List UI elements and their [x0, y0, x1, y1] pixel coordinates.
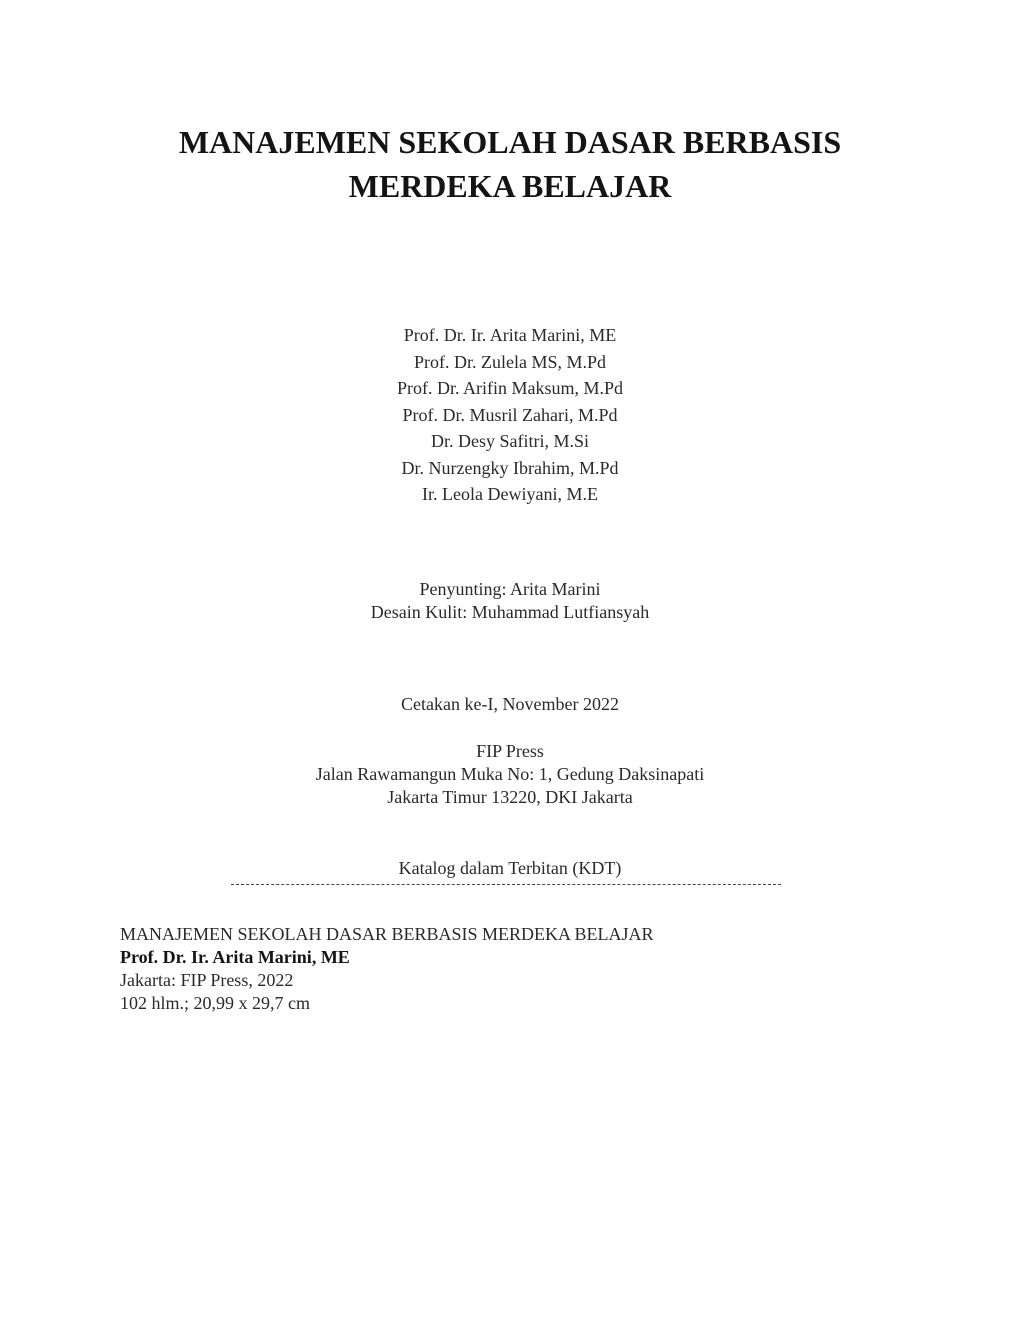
- author-name: Dr. Desy Safitri, M.Si: [430, 431, 589, 451]
- author-name: Prof. Dr. Musril Zahari, M.Pd: [402, 404, 618, 425]
- author-name: Prof. Dr. Zulela MS, M.Pd: [413, 351, 606, 372]
- book-title-line-1: MANAJEMEN SEKOLAH DASAR BERBASIS: [178, 124, 842, 160]
- publisher-address-line-2: Jakarta Timur 13220, DKI Jakarta: [387, 787, 633, 807]
- book-title: [0, 120, 1020, 208]
- catalog-author: Prof. Dr. Ir. Arita Marini, ME: [120, 947, 350, 967]
- catalog-entry: [120, 923, 920, 1015]
- author-name: Prof. Dr. Ir. Arita Marini, ME: [403, 325, 617, 345]
- cover-design-credit: Desain Kulit: Muhammad Lutfiansyah: [370, 602, 650, 622]
- catalog-imprint: Jakarta: FIP Press, 2022: [120, 970, 294, 990]
- book-title-line-2: MERDEKA BELAJAR: [348, 168, 672, 204]
- dashed-divider: [231, 884, 781, 885]
- catalog-title: MANAJEMEN SEKOLAH DASAR BERBASIS MERDEKA BELAJAR: [120, 924, 654, 944]
- publisher-address-line-1: Jalan Rawamangun Muka No: 1, Gedung Daksinapati: [315, 764, 705, 784]
- author-name: Prof. Dr. Arifin Maksum, M.Pd: [396, 378, 623, 398]
- catalog-physical-description: 102 hlm.; 20,99 x 29,7 cm: [120, 993, 310, 1013]
- edition-line: Cetakan ke-I, November 2022: [401, 694, 619, 714]
- author-list: [0, 322, 1020, 508]
- publisher-block: [0, 740, 1020, 809]
- publisher-name: FIP Press: [476, 741, 544, 761]
- editor-credit: Penyunting: Arita Marini: [419, 579, 601, 599]
- author-name: Dr. Nurzengky Ibrahim, M.Pd: [401, 457, 619, 478]
- kdt-heading: Katalog dalam Terbitan (KDT): [398, 858, 622, 878]
- credits-block: [0, 578, 1020, 624]
- author-name: Ir. Leola Dewiyani, M.E: [422, 484, 598, 504]
